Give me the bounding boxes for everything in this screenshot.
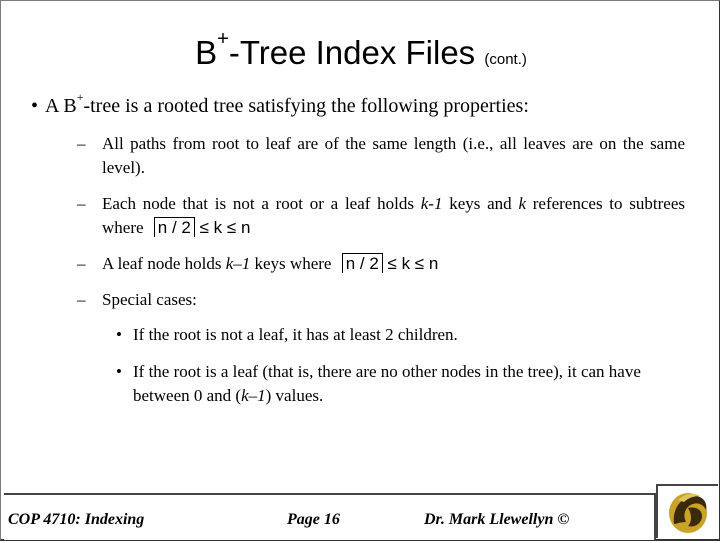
property-text-a: A leaf node holds — [102, 254, 226, 273]
property-item-internal-node — [77, 192, 685, 241]
dash-icon: – — [77, 254, 86, 273]
property-text-b: keys where — [250, 254, 332, 273]
k-minus-one: k–1 — [241, 386, 266, 405]
special-text-a: If the root is a leaf (that is, there are no other nodes in the tree), it can have between 0 and ( — [133, 362, 641, 405]
intro-suffix: -tree is a rooted tree satisfying the following properties: — [83, 95, 529, 117]
dash-icon: – — [77, 290, 86, 309]
title-cont: (cont.) — [484, 51, 527, 68]
special-case-root-not-leaf — [116, 323, 685, 347]
ceil-n-over-2: n / 2 — [154, 217, 195, 237]
intro-prefix: A B — [45, 95, 77, 117]
property-item-special-cases — [77, 288, 685, 312]
main-bullet — [31, 90, 685, 119]
formula-rest: ≤ k ≤ n — [199, 218, 251, 238]
title-text-suffix: -Tree Index Files — [228, 34, 476, 71]
property-text: All paths from root to leaf are of the same length (i.e., all leaves are on the same level). — [102, 134, 685, 177]
k-minus-one: k-1 — [420, 194, 443, 213]
footer-page-number: Page 16 — [287, 511, 340, 528]
special-text-b: ) values. — [265, 386, 324, 405]
footer-author: Dr. Mark Llewellyn © — [424, 511, 570, 528]
dash-icon: – — [77, 134, 86, 153]
bullet-dot-icon: • — [116, 362, 122, 381]
slide-title — [1, 28, 720, 80]
footer — [1, 493, 719, 539]
special-case-root-is-leaf — [116, 360, 685, 408]
footer-course: COP 4710: Indexing — [8, 511, 145, 528]
bullet-dot-icon: • — [31, 95, 39, 117]
property-text-c: references to subtrees where — [102, 194, 685, 237]
dash-icon: – — [77, 194, 86, 213]
title-superscript: + — [217, 28, 229, 50]
formula-rest: ≤ k ≤ n — [387, 254, 439, 274]
property-text-a: Each node that is not a root or a leaf holds — [102, 194, 421, 213]
ceil-formula — [154, 216, 251, 240]
ceil-n-over-2: n / 2 — [342, 253, 383, 273]
intro-superscript: + — [76, 90, 84, 104]
bullet-dot-icon: • — [116, 325, 122, 344]
property-item-leaf-node — [77, 252, 685, 277]
property-text: Special cases: — [102, 290, 197, 309]
ucf-pegasus-logo-icon — [656, 484, 718, 538]
property-item-paths — [77, 132, 685, 180]
property-text-b: keys and — [442, 194, 519, 213]
title-text-prefix: B — [195, 34, 218, 71]
ceil-formula — [342, 252, 439, 276]
k-minus-one: k–1 — [225, 254, 251, 273]
k-var: k — [518, 194, 526, 213]
special-text: If the root is not a leaf, it has at least 2 children. — [133, 325, 458, 344]
